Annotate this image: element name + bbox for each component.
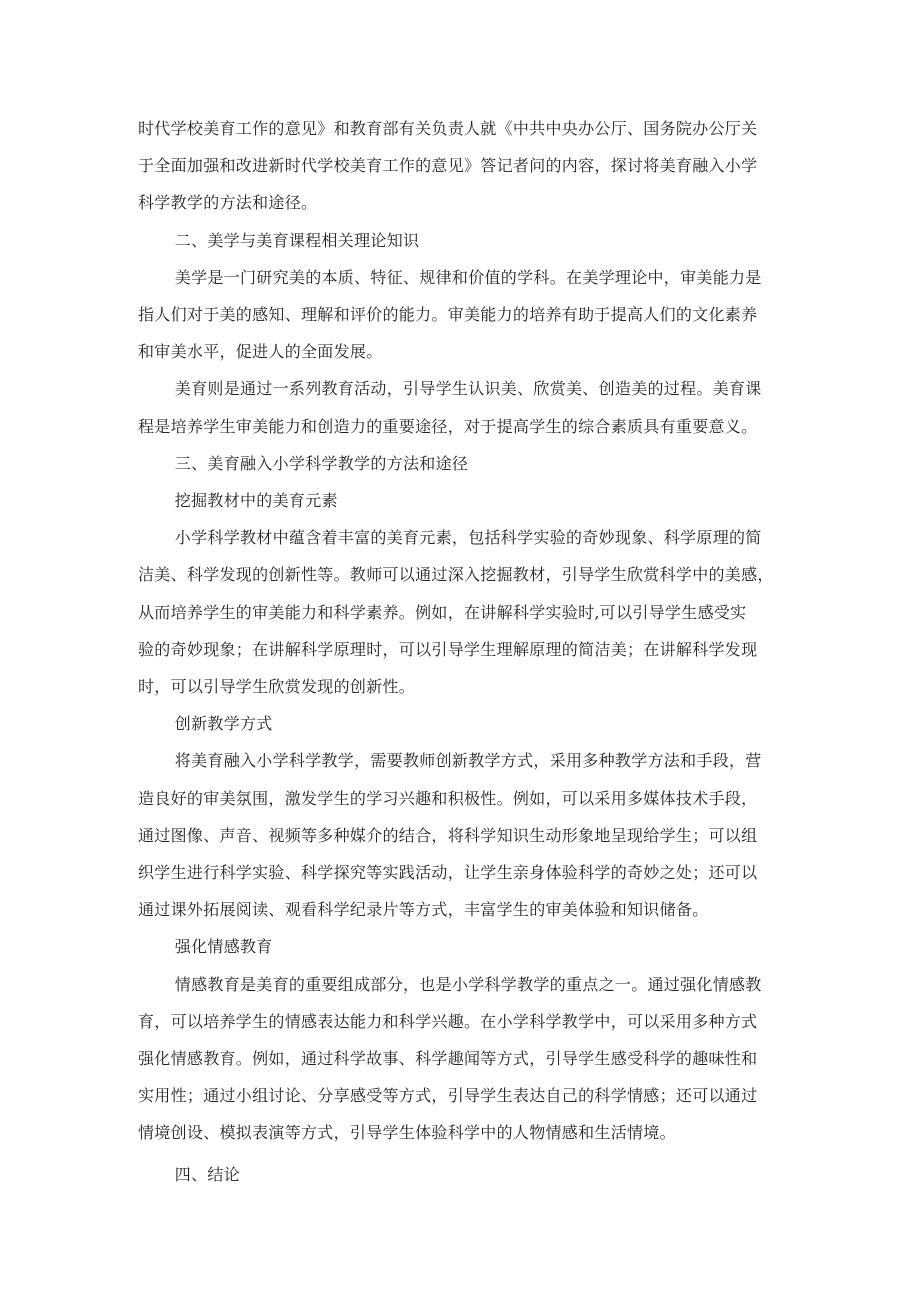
- paragraph-emotional-education: [138, 966, 796, 1152]
- text-line: 小学科学教材中蕴含着丰富的美育元素，包括科学实验的奇妙现象、科学原理的简: [174, 528, 762, 548]
- text-line: 美育则是通过一系列教育活动，引导学生认识美、欣赏美、创造美的过程。美育课: [174, 379, 762, 399]
- text-line: 程是培养学生审美能力和创造力的重要途径，对于提高学生的综合素质具有重要意义。: [138, 416, 758, 436]
- heading-text: 挖掘教材中的美育元素: [174, 491, 338, 511]
- paragraph-textbook: [138, 519, 796, 705]
- heading-text: 二、美学与美育课程相关理论知识: [174, 230, 420, 250]
- text-line: 洁美、科学发现的创新性等。教师可以通过深入挖掘教材，引导学生欣赏科学中的美感，: [138, 565, 774, 585]
- paragraph-aesthetic-education: [138, 370, 796, 444]
- text-line: 指人们对于美的感知、理解和评价的能力。审美能力的培养有助于提高人们的文化素养: [138, 305, 758, 325]
- document-body: [138, 110, 796, 1193]
- paragraph-intro-continued: [138, 110, 796, 222]
- subheading-textbook: [138, 482, 796, 519]
- subheading-emotional-education: [138, 928, 796, 965]
- text-line: 和审美水平，促进人的全面发展。: [138, 342, 383, 362]
- section-heading-2: [138, 222, 796, 259]
- text-line: 育，可以培养学生的情感表达能力和科学兴趣。在小学科学教学中，可以采用多种方式: [138, 1011, 758, 1031]
- heading-text: 四、结论: [174, 1164, 240, 1184]
- text-line: 于全面加强和改进新时代学校美育工作的意见》答记者问的内容，探讨将美育融入小学: [138, 156, 758, 176]
- section-heading-4: [138, 1156, 796, 1193]
- heading-text: 三、美育融入小学科学教学的方法和途径: [174, 453, 469, 473]
- text-line: 通过课外拓展阅读、观看科学纪录片等方式，丰富学生的审美体验和知识储备。: [138, 900, 709, 920]
- text-line: 科学教学的方法和途径。: [138, 193, 318, 213]
- text-line: 验的奇妙现象；在讲解科学原理时，可以引导学生理解原理的简洁美；在讲解科学发现: [138, 639, 758, 659]
- text-line: 造良好的审美氛围，激发学生的学习兴趣和积极性。例如，可以采用多媒体技术手段，: [138, 788, 758, 808]
- text-line: 情感教育是美育的重要组成部分，也是小学科学教学的重点之一。通过强化情感教: [174, 974, 762, 994]
- paragraph-teaching-methods: [138, 742, 796, 928]
- heading-text: 创新教学方式: [174, 714, 273, 734]
- text-line: 美学是一门研究美的本质、特征、规律和价值的学科。在美学理论中，审美能力是: [174, 267, 762, 287]
- text-line: 时代学校美育工作的意见》和教育部有关负责人就《中共中央办公厅、国务院办公厅关: [138, 119, 758, 138]
- text-line: 从而培养学生的审美能力和科学素养。例如，在讲解科学实验时,可以引导学生感受实: [138, 602, 747, 622]
- text-line: 将美育融入小学科学教学，需要教师创新教学方式，采用多种教学方法和手段，营: [174, 751, 762, 771]
- paragraph-aesthetics: [138, 259, 796, 371]
- section-heading-3: [138, 445, 796, 482]
- subheading-teaching-methods: [138, 705, 796, 742]
- text-line: 实用性；通过小组讨论、分享感受等方式，引导学生表达自己的科学情感；还可以通过: [138, 1086, 758, 1106]
- heading-text: 强化情感教育: [174, 937, 273, 957]
- text-line: 强化情感教育。例如，通过科学故事、科学趣闻等方式，引导学生感受科学的趣味性和: [138, 1049, 758, 1069]
- text-line: 通过图像、声音、视频等多种媒介的结合，将科学知识生动形象地呈现给学生；可以组: [138, 825, 758, 845]
- text-line: 情境创设、模拟表演等方式，引导学生体验科学中的人物情感和生活情境。: [138, 1123, 676, 1143]
- text-line: 时，可以引导学生欣赏发现的创新性。: [138, 677, 416, 697]
- text-line: 织学生进行科学实验、科学探究等实践活动，让学生亲身体验科学的奇妙之处；还可以: [138, 863, 758, 883]
